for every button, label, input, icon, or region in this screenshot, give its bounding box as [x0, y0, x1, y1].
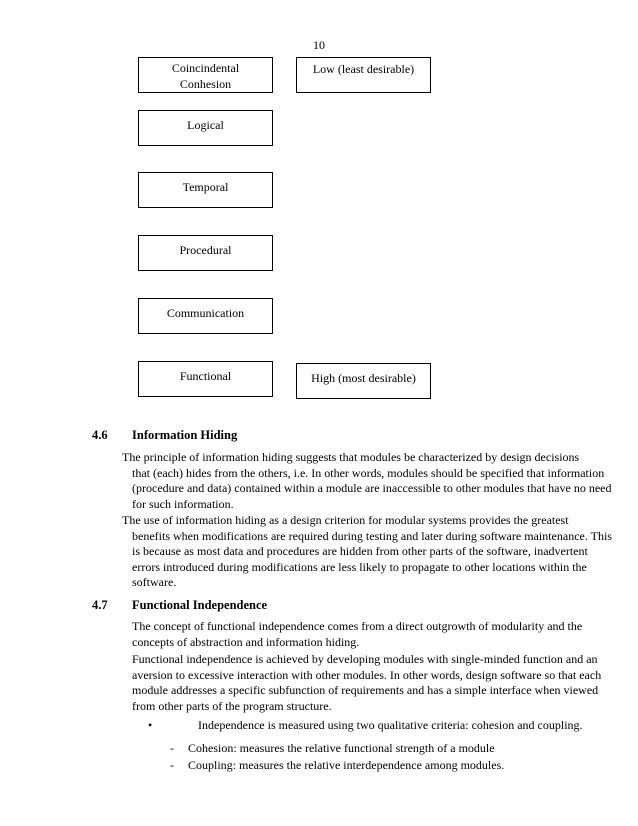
- paragraph-body: The concept of functional independence comes from a direct outgrowth of modularity and the concepts of abstraction and information hiding.: [132, 619, 583, 649]
- paragraph-body: Functional independence is achieved by developing modules with single-minded function and an aversion to excessive interaction with other modules. In other words, design software so that each module addresses a specific subfunction of requirements and has a simple interface when viewed from other parts of the program structure.: [132, 652, 602, 713]
- section-number: 4.7: [92, 598, 108, 612]
- sub-item-coupling: [170, 758, 618, 774]
- cohesion-box-label: Conhesion: [179, 77, 232, 91]
- high-desirability-label: High (most desirable): [311, 371, 416, 385]
- paragraph-body: benefits when modifications are required during testing and later during software maintenance. This is because as most data and procedures are hidden from other parts of the software, inadvertent errors introduced during modifications are less likely to propagate to other locations within the software.: [132, 528, 612, 589]
- cohesion-box-label: Temporal: [182, 180, 229, 194]
- high-desirability-box: [296, 363, 431, 399]
- page-number: 10: [313, 38, 325, 52]
- paragraph-functional-independence-2: [132, 652, 618, 714]
- sub-item-cohesion: [170, 741, 618, 757]
- section-heading-4-6: [92, 428, 237, 443]
- cohesion-box-temporal: [138, 172, 273, 208]
- paragraph-info-hiding-2: [122, 513, 618, 591]
- cohesion-box-functional: [138, 361, 273, 397]
- cohesion-box-label: Coincindental: [171, 61, 240, 75]
- sub-item-text: Cohesion: measures the relative functional strength of a module: [188, 741, 495, 755]
- section-title: Functional Independence: [132, 598, 268, 612]
- cohesion-box-procedural: [138, 235, 273, 271]
- cohesion-box-communication: [138, 298, 273, 334]
- section-title: Information Hiding: [132, 428, 238, 442]
- paragraph-info-hiding-1: [122, 450, 618, 512]
- paragraph-first-line: The principle of information hiding suggests that modules be characterized by design decisions: [122, 450, 580, 464]
- cohesion-box-logical: [138, 110, 273, 146]
- sub-item-text: Coupling: measures the relative interdependence among modules.: [188, 758, 505, 772]
- cohesion-box-label: Functional: [179, 369, 232, 383]
- low-desirability-box: [296, 57, 431, 93]
- cohesion-box-label: Logical: [187, 118, 224, 132]
- paragraph-body: that (each) hides from the others, i.e. In other words, modules should be specified that information (procedure and data) contained within a module are inaccessible to other modules that have no need for such information.: [132, 465, 612, 511]
- cohesion-box-label: Procedural: [179, 243, 232, 257]
- dash-icon: -: [170, 741, 174, 755]
- section-number: 4.6: [92, 428, 108, 442]
- cohesion-box-coincidental: [138, 57, 273, 93]
- bullet-icon: •: [148, 718, 153, 732]
- cohesion-box-label: Communication: [166, 306, 245, 320]
- dash-icon: -: [170, 758, 174, 772]
- bullet-item: [148, 718, 618, 734]
- low-desirability-label: Low (least desirable): [312, 62, 415, 76]
- bullet-text: Independence is measured using two qualitative criteria: cohesion and coupling.: [198, 718, 583, 732]
- section-heading-4-7: [92, 598, 267, 613]
- paragraph-functional-independence-1: [132, 619, 618, 650]
- paragraph-first-line: The use of information hiding as a design criterion for modular systems provides the greatest: [122, 513, 569, 527]
